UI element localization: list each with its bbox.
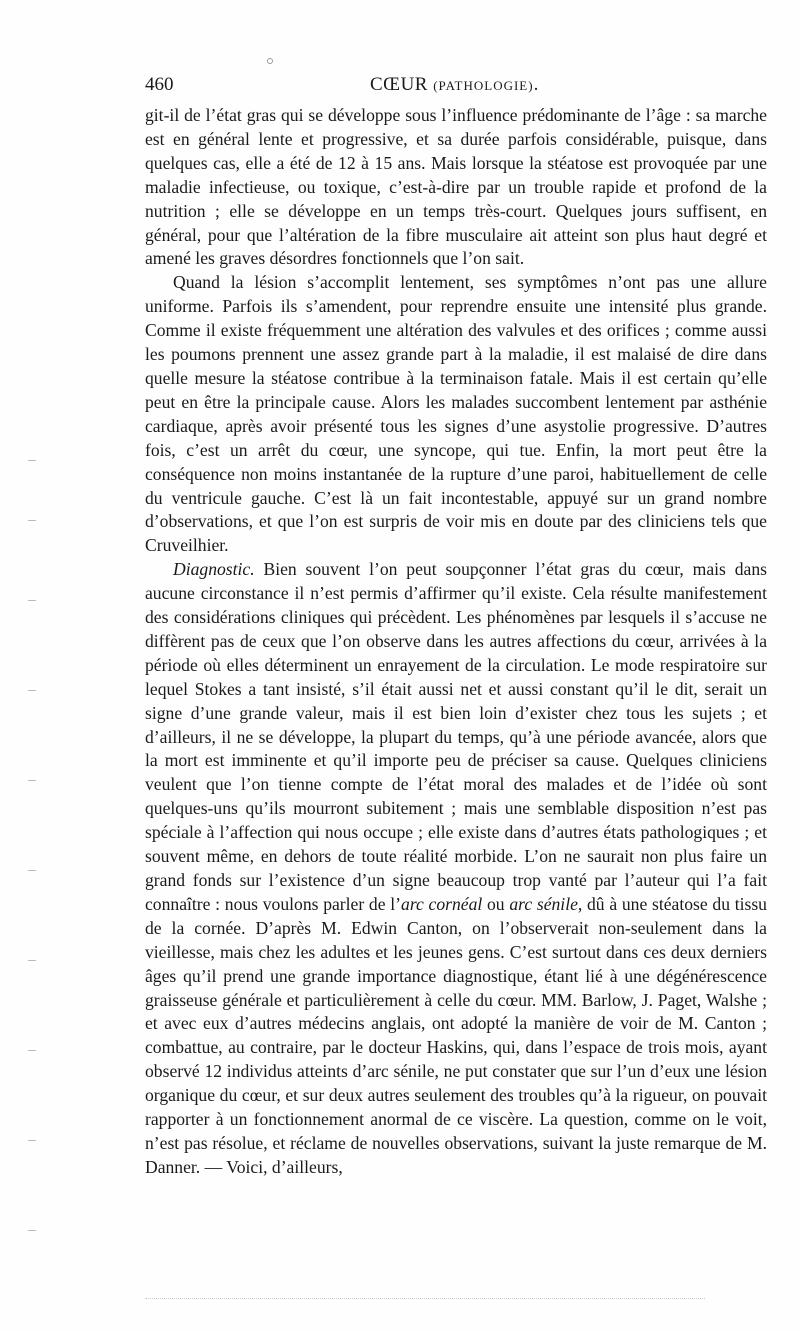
paragraph-1: git-il de l’état gras qui se développe sous l’influence prédominante de l’âge : sa marche est en général lente et progressive, et sa durée parfois considérable, puisque, dans quelques cas, elle a été de 12 à 15 ans. Mais lorsque la stéatose est provoquée par une maladie infectieuse, ou toxique, c’est-à-dire par un trouble rapide et profond de la nutrition ; elle se développe en un temps très-court. Quelques jours suffisent, en général, pour que l’altération de la fibre musculaire ait atteint son plus haut degré et amené les graves désordres fonctionnels que l’on sait.: [145, 105, 767, 269]
page-number: 460: [145, 74, 174, 95]
bottom-scan-artifact: [145, 1298, 705, 1299]
running-title-end: .: [533, 74, 539, 95]
ink-dot: [267, 58, 273, 64]
body-text: [145, 104, 767, 1180]
running-header: [145, 74, 765, 102]
term-arc-senile: arc sénile: [509, 893, 578, 914]
running-title: [370, 74, 539, 96]
margin-scan-marks: [28, 460, 40, 1310]
diagnostic-text-b: ou: [482, 893, 510, 914]
paragraph-diagnostic: [145, 558, 767, 1180]
term-arc-corneal: arc cornéal: [401, 893, 483, 914]
diagnostic-text-c: , dû à une stéatose du tissu de la cornée. D’après M. Edwin Canton, on l’observerait non-seulement dans la vieillesse, mais chez les adultes et les jeunes gens. C’est surtout dans ces deux derniers âges qu’il prend une grande importance diagnostique, étant lié à une dégénérescence graisseuse générale et particulièrement à celle du cœur. MM. Barlow, J. Paget, Walshe ; et avec eux d’autres médecins anglais, ont adopté la manière de voir de M. Canton ; combattue, au contraire, par le docteur Haskins, qui, dans l’espace de trois mois, ayant observé 12 individus atteints d’arc sénile, ne put constater que sur l’un d’eux une lésion organique du cœur, et sur deux autres seulement des troubles qu’à la rigueur, on pouvait rapporter à un fonctionnement anormal de ce viscère. La question, comme on le voit, n’est pas résolue, et réclame de nouvelles observations, suivant la juste remarque de M. Danner. — Voici, d’ailleurs,: [145, 893, 767, 1177]
section-label-diagnostic: Diagnostic.: [173, 559, 255, 580]
diagnostic-text-a: Bien souvent l’on peut soupçonner l’état gras du cœur, mais dans aucune circonstance il n’est permis d’affirmer qu’il existe. Cela résulte manifestement des considérations cliniques qui précèdent. Les phénomènes par lesquels il s’accuse ne diffèrent pas de ceux que l’on observe dans les autres affections du cœur, arrivées à la période où elles déterminent un enrayement de la circulation. Le mode respiratoire sur lequel Stokes a tant insisté, s’il était aussi net et aussi constant qu’il le dit, serait un signe d’une grande valeur, mais il est bien loin d’exister chez tous les sujets ; et d’ailleurs, il ne se développe, la plupart du temps, qu’à une période avancée, alors que la mort est imminente et qu’il importe peu de préciser sa cause. Quelques cliniciens veulent que l’on tienne compte de l’état moral des malades et de l’idée où sont quelques-uns qu’ils mourront subitement ; mais une semblable disposition n’est pas spéciale à l’affection qui nous occupe ; elle existe dans d’autres états pathologiques ; et souvent même, en dehors de toute réalité morbide. L’on ne saurait non plus faire un grand fonds sur l’existence d’un signe beaucoup trop vanté par l’auteur qui l’a fait connaître : nous voulons parler de l’: [145, 559, 767, 914]
paragraph-2: Quand la lésion s’accomplit lentement, ses symptômes n’ont pas une allure uniforme. Parfois ils s’amendent, pour reprendre ensuite une intensité plus grande. Comme il existe fréquemment une altération des valvules et des orifices ; comme aussi les poumons prennent une assez grande part à la maladie, il est malaisé de dire dans quelle mesure la stéatose contribue à la terminaison fatale. Mais il est certain qu’elle peut en être la principale cause. Alors les malades succombent lentement par asthénie cardiaque, après avoir présenté tous les signes d’une asystolie progressive. D’autres fois, c’est un arrêt du cœur, une syncope, qui tue. Enfin, la mort peut être la conséquence non moins instantanée de la rupture d’une paroi, habituellement de celle du ventricule gauche. C’est là un fait incontestable, appuyé sur un grand nombre d’observations, et que l’on est surpris de voir mis en doute par des cliniciens tels que Cruveilhier.: [145, 272, 767, 556]
running-title-sub: (PATHOLOGIE): [433, 78, 534, 93]
running-title-main: CŒUR: [370, 74, 428, 95]
